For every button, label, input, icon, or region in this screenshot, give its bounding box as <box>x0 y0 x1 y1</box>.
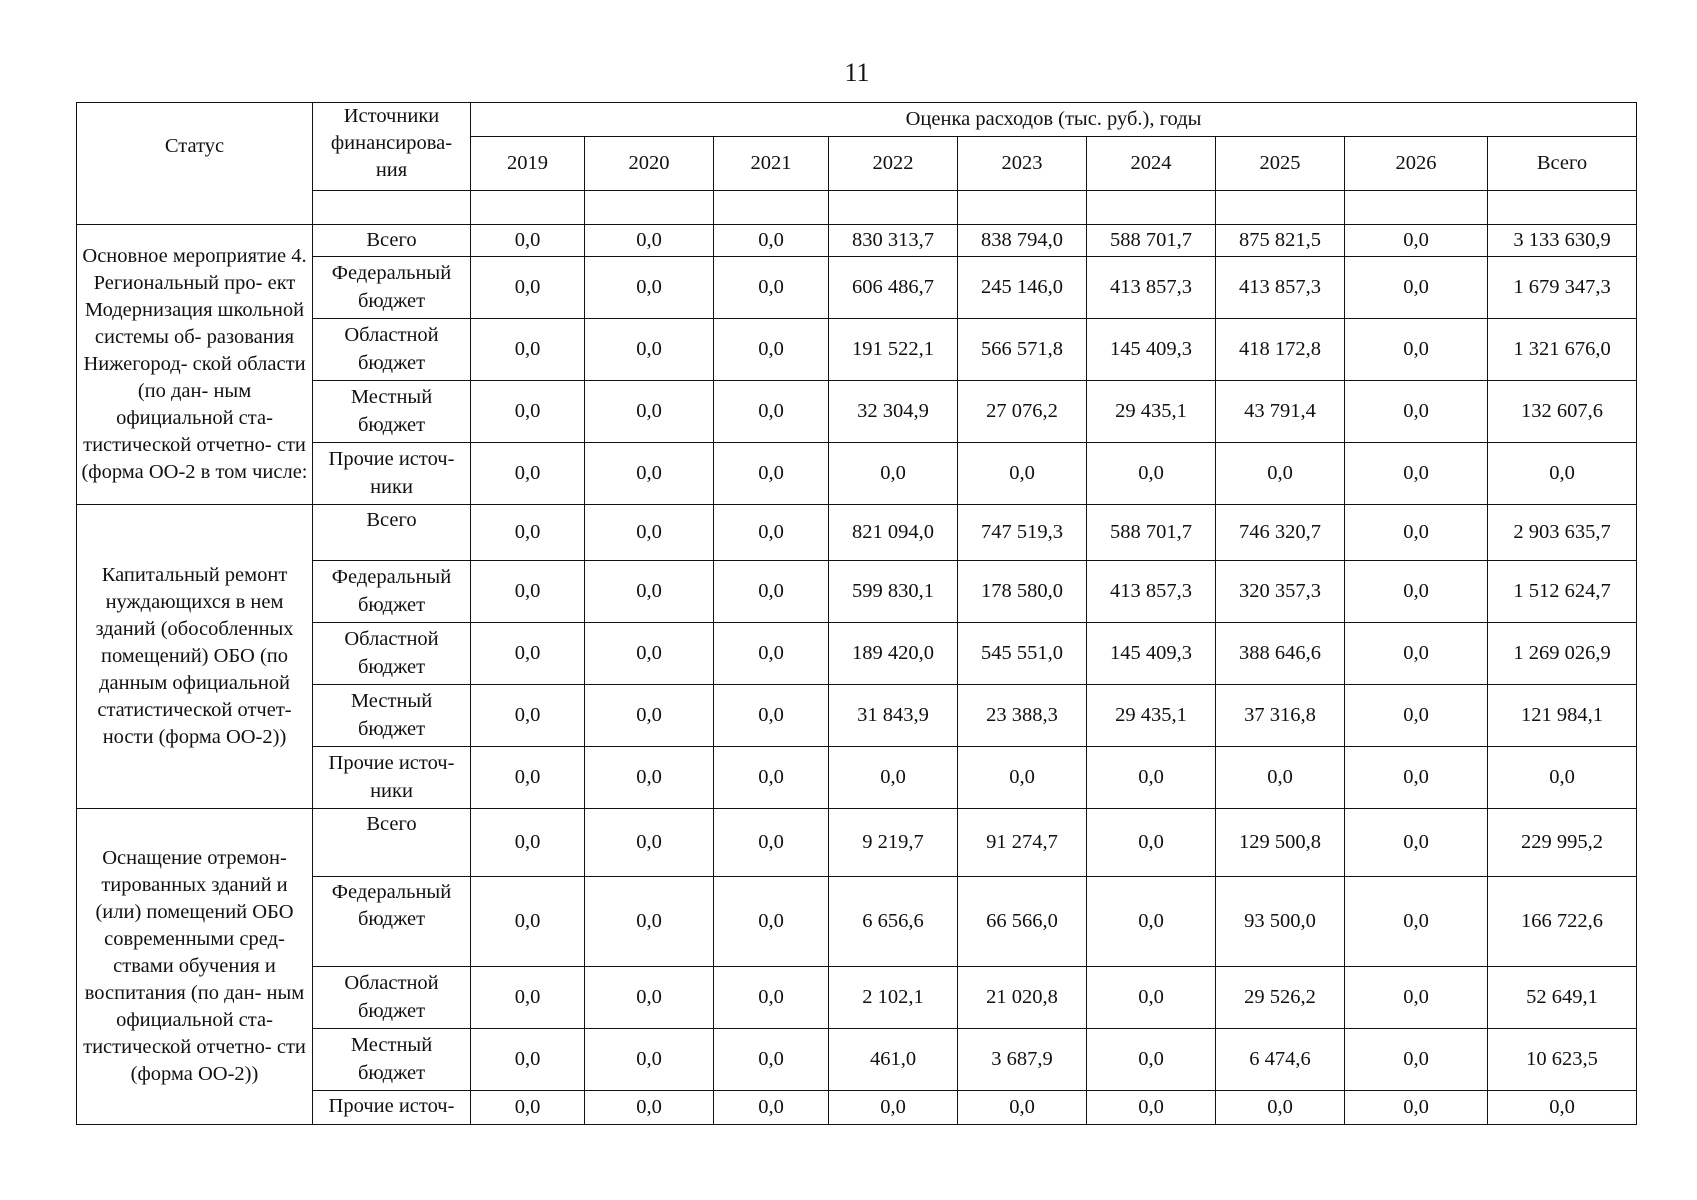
value-cell: 0,0 <box>1087 809 1216 877</box>
source-cell: Прочие источ- ники <box>313 747 471 809</box>
year-header: 2021 <box>714 137 829 191</box>
value-cell: 0,0 <box>714 381 829 443</box>
value-cell: 0,0 <box>1345 685 1488 747</box>
value-cell: 0,0 <box>1087 877 1216 967</box>
value-cell: 91 274,7 <box>958 809 1087 877</box>
table-body <box>77 225 1637 1125</box>
value-cell: 0,0 <box>1345 225 1488 257</box>
value-cell: 0,0 <box>958 747 1087 809</box>
value-cell: 0,0 <box>714 319 829 381</box>
value-cell: 0,0 <box>585 257 714 319</box>
empty-cell <box>1087 191 1216 225</box>
year-header: 2026 <box>1345 137 1488 191</box>
value-cell: 32 304,9 <box>829 381 958 443</box>
value-cell: 0,0 <box>829 747 958 809</box>
value-cell: 0,0 <box>1345 443 1488 505</box>
value-cell: 821 094,0 <box>829 505 958 561</box>
value-cell: 0,0 <box>471 257 585 319</box>
value-cell: 0,0 <box>958 443 1087 505</box>
status-cell: Капитальный ремонт нуждающихся в нем зданий (обособленных помещений) ОБО (по данным официальной статистической отчет- ности (форма ОО-2)) <box>77 505 313 809</box>
value-cell: 545 551,0 <box>958 623 1087 685</box>
value-cell: 0,0 <box>1216 747 1345 809</box>
value-cell: 0,0 <box>714 1091 829 1125</box>
value-cell: 0,0 <box>1087 967 1216 1029</box>
total-cell: 121 984,1 <box>1488 685 1637 747</box>
value-cell: 129 500,8 <box>1216 809 1345 877</box>
value-cell: 0,0 <box>585 505 714 561</box>
empty-cell <box>585 191 714 225</box>
value-cell: 320 357,3 <box>1216 561 1345 623</box>
value-cell: 189 420,0 <box>829 623 958 685</box>
value-cell: 0,0 <box>1216 443 1345 505</box>
source-cell: Местный бюджет <box>313 685 471 747</box>
year-header: 2025 <box>1216 137 1345 191</box>
year-header: 2020 <box>585 137 714 191</box>
table-row <box>77 225 1637 257</box>
value-cell: 0,0 <box>471 877 585 967</box>
value-cell: 0,0 <box>1345 319 1488 381</box>
value-cell: 0,0 <box>471 1091 585 1125</box>
budget-table <box>76 102 1637 1125</box>
empty-cell <box>313 191 471 225</box>
value-cell: 0,0 <box>585 1029 714 1091</box>
year-header: 2023 <box>958 137 1087 191</box>
table-row <box>77 809 1637 877</box>
value-cell: 0,0 <box>1345 747 1488 809</box>
value-cell: 0,0 <box>585 381 714 443</box>
value-cell: 0,0 <box>585 443 714 505</box>
value-cell: 0,0 <box>471 967 585 1029</box>
total-cell: 166 722,6 <box>1488 877 1637 967</box>
total-cell: 229 995,2 <box>1488 809 1637 877</box>
value-cell: 0,0 <box>585 877 714 967</box>
source-cell: Местный бюджет <box>313 1029 471 1091</box>
source-cell: Федеральный бюджет <box>313 877 471 967</box>
value-cell: 29 435,1 <box>1087 381 1216 443</box>
value-cell: 606 486,7 <box>829 257 958 319</box>
value-cell: 0,0 <box>585 685 714 747</box>
source-cell: Федеральный бюджет <box>313 561 471 623</box>
value-cell: 9 219,7 <box>829 809 958 877</box>
value-cell: 0,0 <box>471 505 585 561</box>
value-cell: 0,0 <box>829 443 958 505</box>
total-cell: 1 512 624,7 <box>1488 561 1637 623</box>
value-cell: 0,0 <box>471 561 585 623</box>
empty-cell <box>1216 191 1345 225</box>
value-cell: 0,0 <box>1345 561 1488 623</box>
total-cell: 10 623,5 <box>1488 1029 1637 1091</box>
value-cell: 0,0 <box>1345 623 1488 685</box>
value-cell: 0,0 <box>714 747 829 809</box>
value-cell: 830 313,7 <box>829 225 958 257</box>
value-cell: 413 857,3 <box>1087 257 1216 319</box>
value-cell: 66 566,0 <box>958 877 1087 967</box>
value-cell: 0,0 <box>714 257 829 319</box>
value-cell: 838 794,0 <box>958 225 1087 257</box>
value-cell: 0,0 <box>1216 1091 1345 1125</box>
empty-cell <box>1345 191 1488 225</box>
value-cell: 0,0 <box>714 623 829 685</box>
value-cell: 43 791,4 <box>1216 381 1345 443</box>
status-cell: Оснащение отремон- тированных зданий и (или) помещений ОБО современными сред- ствами обучения и воспитания (по дан- ным официальной ста- тистической отчетно- сти (форма ОО-2)) <box>77 809 313 1125</box>
total-header: Всего <box>1488 137 1637 191</box>
value-cell: 0,0 <box>1087 1091 1216 1125</box>
empty-cell <box>829 191 958 225</box>
year-header: 2019 <box>471 137 585 191</box>
value-cell: 566 571,8 <box>958 319 1087 381</box>
empty-cell <box>1488 191 1637 225</box>
source-cell: Областной бюджет <box>313 967 471 1029</box>
total-cell: 1 679 347,3 <box>1488 257 1637 319</box>
source-cell: Всего <box>313 225 471 257</box>
header-estimate: Оценка расходов (тыс. руб.), годы <box>471 103 1637 137</box>
value-cell: 0,0 <box>714 877 829 967</box>
value-cell: 746 320,7 <box>1216 505 1345 561</box>
value-cell: 588 701,7 <box>1087 225 1216 257</box>
value-cell: 0,0 <box>1087 443 1216 505</box>
value-cell: 0,0 <box>1087 747 1216 809</box>
value-cell: 0,0 <box>1087 1029 1216 1091</box>
value-cell: 413 857,3 <box>1216 257 1345 319</box>
value-cell: 6 474,6 <box>1216 1029 1345 1091</box>
value-cell: 21 020,8 <box>958 967 1087 1029</box>
empty-cell <box>471 191 585 225</box>
value-cell: 388 646,6 <box>1216 623 1345 685</box>
value-cell: 0,0 <box>471 225 585 257</box>
value-cell: 0,0 <box>714 225 829 257</box>
total-cell: 52 649,1 <box>1488 967 1637 1029</box>
value-cell: 145 409,3 <box>1087 623 1216 685</box>
table-row <box>77 505 1637 561</box>
value-cell: 875 821,5 <box>1216 225 1345 257</box>
total-cell: 3 133 630,9 <box>1488 225 1637 257</box>
value-cell: 0,0 <box>471 747 585 809</box>
year-header: 2024 <box>1087 137 1216 191</box>
value-cell: 2 102,1 <box>829 967 958 1029</box>
total-cell: 132 607,6 <box>1488 381 1637 443</box>
value-cell: 31 843,9 <box>829 685 958 747</box>
value-cell: 0,0 <box>471 319 585 381</box>
total-cell: 2 903 635,7 <box>1488 505 1637 561</box>
value-cell: 0,0 <box>714 505 829 561</box>
value-cell: 0,0 <box>958 1091 1087 1125</box>
source-cell: Федеральный бюджет <box>313 257 471 319</box>
value-cell: 0,0 <box>585 561 714 623</box>
value-cell: 0,0 <box>1345 967 1488 1029</box>
source-cell: Всего <box>313 505 471 561</box>
value-cell: 0,0 <box>585 319 714 381</box>
value-cell: 0,0 <box>585 1091 714 1125</box>
value-cell: 0,0 <box>471 809 585 877</box>
value-cell: 191 522,1 <box>829 319 958 381</box>
value-cell: 0,0 <box>585 747 714 809</box>
value-cell: 27 076,2 <box>958 381 1087 443</box>
year-header: 2022 <box>829 137 958 191</box>
value-cell: 0,0 <box>585 809 714 877</box>
value-cell: 588 701,7 <box>1087 505 1216 561</box>
value-cell: 0,0 <box>471 685 585 747</box>
value-cell: 0,0 <box>714 443 829 505</box>
value-cell: 0,0 <box>1345 257 1488 319</box>
value-cell: 245 146,0 <box>958 257 1087 319</box>
total-cell: 1 269 026,9 <box>1488 623 1637 685</box>
value-cell: 29 435,1 <box>1087 685 1216 747</box>
source-cell: Областной бюджет <box>313 319 471 381</box>
value-cell: 413 857,3 <box>1087 561 1216 623</box>
value-cell: 0,0 <box>829 1091 958 1125</box>
value-cell: 0,0 <box>714 809 829 877</box>
value-cell: 3 687,9 <box>958 1029 1087 1091</box>
status-cell: Основное мероприятие 4. Региональный про- ект Модернизация школьной системы об- разования Нижегород- ской области (по дан- ным официальной ста- тистической отчетно- сти (форма ОО-2 в том числе: <box>77 225 313 505</box>
source-cell: Областной бюджет <box>313 623 471 685</box>
empty-cell <box>714 191 829 225</box>
value-cell: 0,0 <box>1345 809 1488 877</box>
value-cell: 747 519,3 <box>958 505 1087 561</box>
page-number: 11 <box>844 58 870 87</box>
value-cell: 0,0 <box>714 561 829 623</box>
value-cell: 0,0 <box>585 225 714 257</box>
value-cell: 461,0 <box>829 1029 958 1091</box>
source-cell: Местный бюджет <box>313 381 471 443</box>
value-cell: 23 388,3 <box>958 685 1087 747</box>
source-cell: Прочие источ- <box>313 1091 471 1125</box>
value-cell: 0,0 <box>585 967 714 1029</box>
value-cell: 599 830,1 <box>829 561 958 623</box>
value-cell: 178 580,0 <box>958 561 1087 623</box>
value-cell: 0,0 <box>471 381 585 443</box>
value-cell: 0,0 <box>714 967 829 1029</box>
value-cell: 29 526,2 <box>1216 967 1345 1029</box>
value-cell: 145 409,3 <box>1087 319 1216 381</box>
value-cell: 0,0 <box>1345 1029 1488 1091</box>
value-cell: 0,0 <box>1345 381 1488 443</box>
source-cell: Прочие источ- ники <box>313 443 471 505</box>
value-cell: 0,0 <box>1345 1091 1488 1125</box>
value-cell: 0,0 <box>714 685 829 747</box>
value-cell: 0,0 <box>471 1029 585 1091</box>
value-cell: 37 316,8 <box>1216 685 1345 747</box>
value-cell: 418 172,8 <box>1216 319 1345 381</box>
value-cell: 0,0 <box>471 443 585 505</box>
empty-cell <box>958 191 1087 225</box>
header-status: Статус <box>77 103 313 225</box>
total-cell: 0,0 <box>1488 1091 1637 1125</box>
value-cell: 6 656,6 <box>829 877 958 967</box>
total-cell: 1 321 676,0 <box>1488 319 1637 381</box>
value-cell: 0,0 <box>1345 877 1488 967</box>
value-cell: 93 500,0 <box>1216 877 1345 967</box>
total-cell: 0,0 <box>1488 747 1637 809</box>
header-sources: Источники финансирова- ния <box>313 103 471 191</box>
value-cell: 0,0 <box>714 1029 829 1091</box>
source-cell: Всего <box>313 809 471 877</box>
value-cell: 0,0 <box>471 623 585 685</box>
total-cell: 0,0 <box>1488 443 1637 505</box>
value-cell: 0,0 <box>1345 505 1488 561</box>
value-cell: 0,0 <box>585 623 714 685</box>
